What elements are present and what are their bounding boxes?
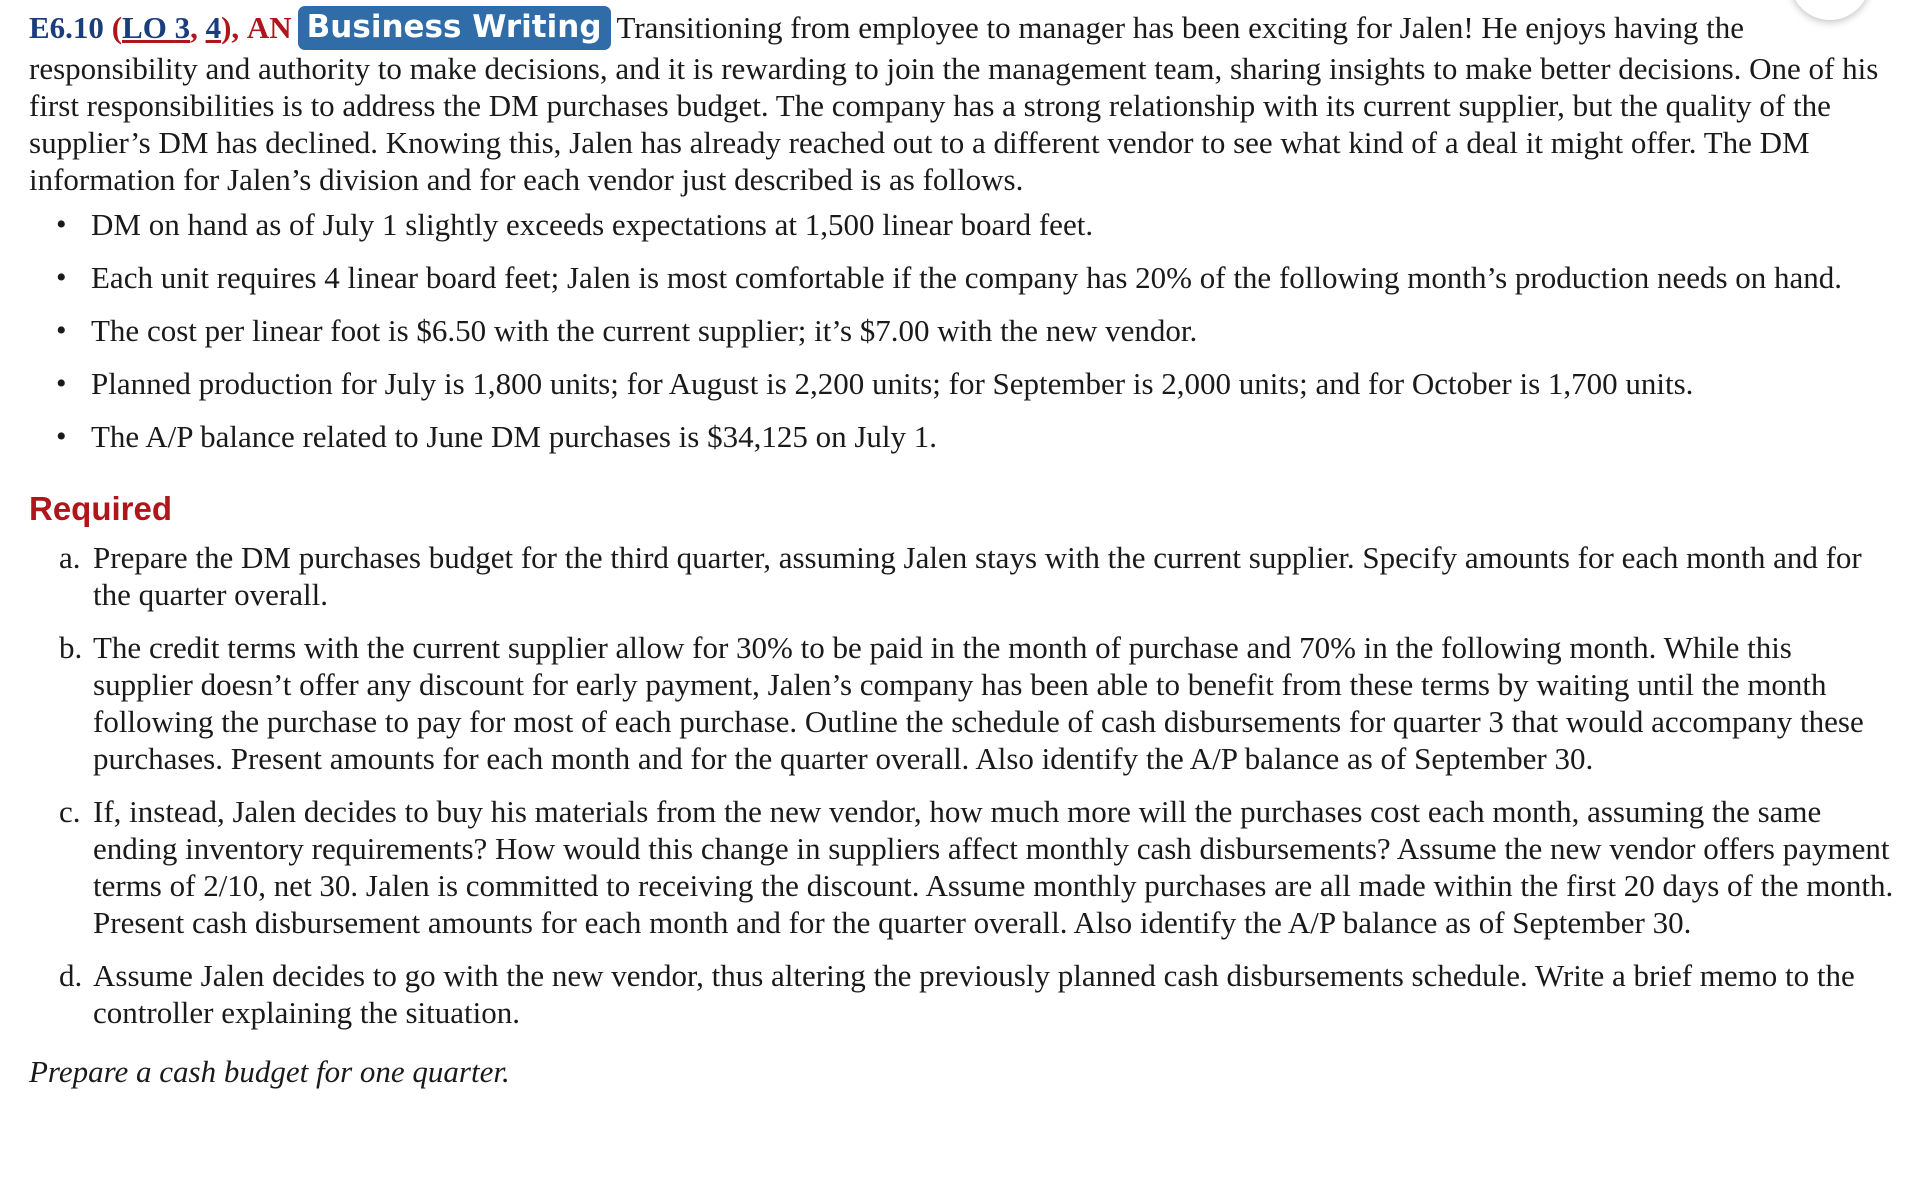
business-writing-badge: Business Writing (298, 6, 611, 50)
lo-4-link[interactable]: 4 (205, 10, 222, 45)
list-item (56, 312, 1899, 349)
list-item (56, 365, 1899, 402)
requirement-text: Prepare the DM purchases budget for the third quarter, assuming Jalen stays with the current supplier. Specify amounts for each month and for the quarter overall. (93, 540, 1862, 612)
lo-prefix-link[interactable] (122, 10, 190, 45)
list-item (56, 259, 1899, 296)
bullet-icon: • (56, 261, 67, 294)
requirement-letter: c. (59, 794, 81, 829)
learning-objectives (112, 10, 239, 45)
paren-open: ( (111, 10, 123, 45)
bullet-text: Each unit requires 4 linear board feet; Jalen is most comfortable if the company has 20% of the following month’s production needs on hand. (91, 260, 1843, 295)
list-item (56, 418, 1899, 455)
exercise-number: E6.10 (29, 10, 104, 45)
bullet-icon: • (56, 420, 67, 453)
requirement-text: If, instead, Jalen decides to buy his materials from the new vendor, how much more will the purchases cost each month, assuming the same ending inventory requirements? How would this change in suppliers affect monthly cash disbursements? Assume the new vendor offers payment terms of 2/10, net 30. Jalen is committed to receiving the discount. Assume monthly purchases are all made within the first 20 days of the month. Present cash disbursement amounts for each month and for the quarter overall. Also identify the A/P balance as of September 30. (93, 794, 1894, 940)
bullet-icon: • (56, 314, 67, 347)
requirement-item (59, 957, 1899, 1031)
bullet-icon: • (56, 208, 67, 241)
requirement-letter: d. (59, 958, 83, 993)
paren-close: ), (221, 10, 240, 45)
skill-code: AN (246, 10, 292, 45)
bullet-text: Planned production for July is 1,800 units; for August is 2,200 units; for September is 2,000 units; and for October is 1,700 units. (91, 366, 1694, 401)
requirement-letter: a. (59, 540, 81, 575)
exercise-page (29, 0, 1899, 1090)
list-item (56, 206, 1899, 243)
requirement-text: Assume Jalen decides to go with the new vendor, thus altering the previously planned cash disbursements schedule. Write a brief memo to the controller explaining the situation. (93, 958, 1855, 1030)
lo-prefix: LO (122, 10, 175, 45)
requirement-item (59, 539, 1899, 613)
requirement-item (59, 629, 1899, 777)
requirement-item (59, 793, 1899, 941)
dm-info-list (29, 206, 1899, 455)
bullet-text: The A/P balance related to June DM purchases is $34,125 on July 1. (91, 419, 938, 454)
requirement-text: The credit terms with the current supplier allow for 30% to be paid in the month of purchase and 70% in the following month. While this supplier doesn’t offer any discount for early payment, Jalen’s company has been able to benefit from these terms by waiting until the month following the purchase to pay for most of each purchase. Outline the schedule of cash disbursements for quarter 3 that would accompany these purchases. Present amounts for each month and for the quarter overall. Also identify the A/P balance as of September 30. (93, 630, 1864, 776)
bullet-text: DM on hand as of July 1 slightly exceeds expectations at 1,500 linear board feet. (91, 207, 1094, 242)
requirements-list (29, 539, 1899, 1031)
intro-text: Transitioning from employee to manager has been exciting for Jalen! He enjoys having the responsibility and authority to make decisions, and it is rewarding to join the management team, sharing insights to make better decisions. One of his first responsibilities is to address the DM purchases budget. The company has a strong relationship with its current supplier, but the quality of the supplier’s DM has declined. Knowing this, Jalen has already reached out to a different vendor to see what kind of a deal it might offer. The DM information for Jalen’s division and for each vendor just described is as follows. (29, 10, 1879, 197)
lo-separator: , (190, 10, 206, 45)
requirement-letter: b. (59, 630, 83, 665)
lo-3-link: 3 (174, 10, 191, 45)
bullet-text: The cost per linear foot is $6.50 with the current supplier; it’s $7.00 with the new vendor. (91, 313, 1198, 348)
required-heading: Required (29, 490, 173, 527)
exercise-intro (29, 6, 1899, 198)
footer-note: Prepare a cash budget for one quarter. (29, 1054, 510, 1089)
bullet-icon: • (56, 367, 67, 400)
